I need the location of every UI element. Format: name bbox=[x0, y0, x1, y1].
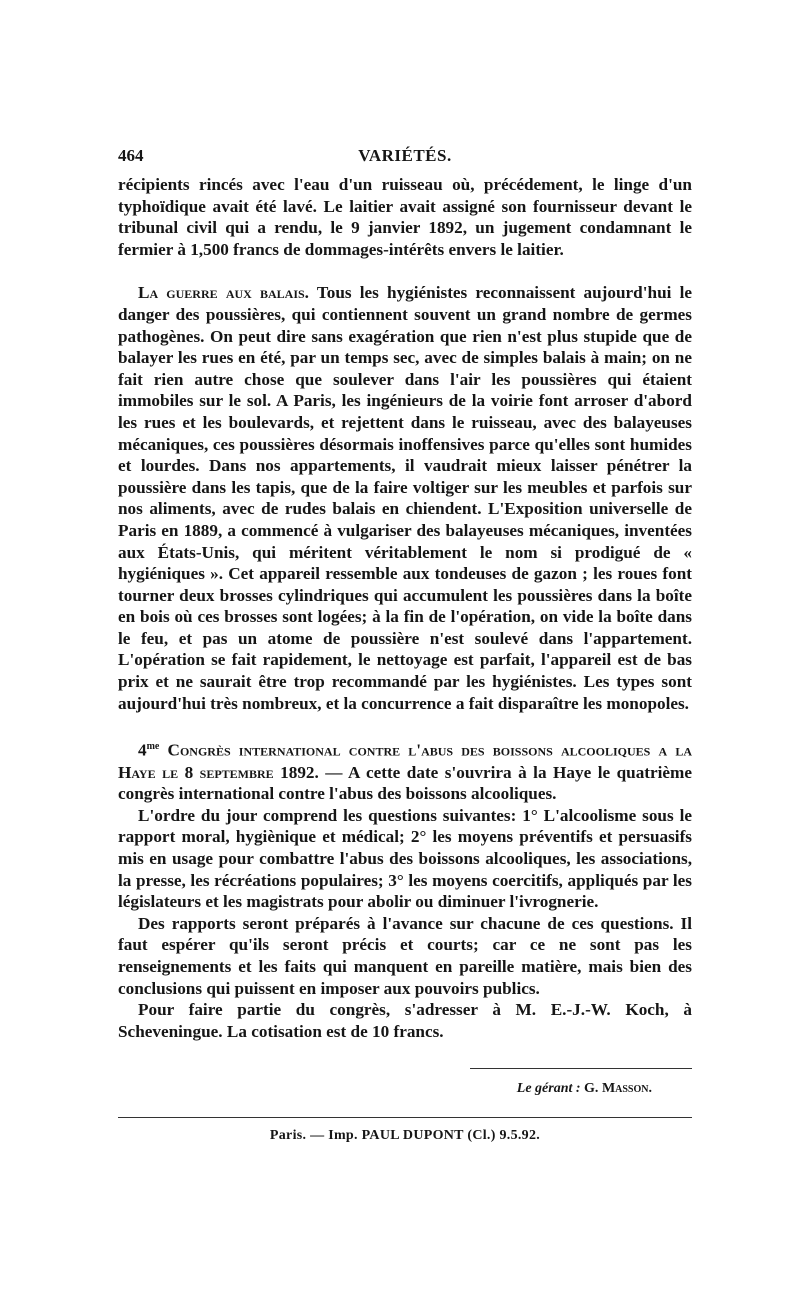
paragraph-text: Tous les hygiénistes reconnaissent aujourd'hui le danger des poussières, qui contiennent souvent un grand nombre de germes pathogènes. On peut dire sans exagération que rien n'est plus stupide que de balayer les rues en été, par un temps sec, avec de simples balais à main; on ne fait rien autre chose que soulever dans l'air les poussières qui étaient immobiles sur le sol. A Paris, les ingénieurs de la voirie font arroser d'abord les rues et les boulevards, et rejettent dans le ruisseau, avec des balayeuses mécaniques, ces poussières désormais inoffensives parce qu'elles sont humides et lourdes. Dans nos appartements, il vaudrait mieux laisser pénétrer la poussière dans les tapis, que de la faire voltiger sur les meubles et parfois sur nos aliments, avec de rudes balais en chiendent. L'Exposition universelle de Paris en 1889, a commencé à vulgariser des balayeuses mécaniques, inventées aux États-Unis, qui méritent véritablement le nom si prodigué de « hygiéniques ». Cet appareil ressemble aux tondeuses de gazon ; les roues font tourner deux brosses cylindriques qui accumulent les poussières dans la boîte en bois où ces brosses sont logées; à la fin de l'opération, on vide la boîte dans le feu, et pas un atome de poussière n'est soulevé dans l'appartement. L'opération se fait rapidement, le nettoyage est parfait, l'appareil est de bas prix et ne saurait être trop recommandé par les hygiénistes. Les types sont aujourd'hui très nombreux, et la concurrence a fait disparaître les monopoles. bbox=[118, 283, 692, 713]
section-heading-congres-number: 4 bbox=[138, 740, 147, 760]
signature-initial: G. bbox=[584, 1081, 599, 1097]
section-heading-congres-superscript: me bbox=[146, 741, 160, 753]
printer-imprint: Paris. — Imp. PAUL DUPONT (Cl.) 9.5.92. bbox=[269, 1128, 541, 1144]
section-heading-balais: La guerre aux balais. bbox=[138, 283, 309, 303]
paragraph-laitier-continuation bbox=[118, 174, 692, 260]
running-head bbox=[118, 140, 692, 174]
journal-page bbox=[118, 140, 692, 1144]
paragraph-text: L'ordre du jour comprend les questions suivantes: 1° L'alcoolisme sous le rapport moral, hygiènique et médical; 2° les moyens préventifs et persuasifs mis en usage pour combattre l'abus des boissons alcooliques, les associations, la presse, les récréations populaires; 3° les moyens coercitifs, appliqués par les législateurs et les magistrats pour abolir ou diminuer l'ivrognerie. bbox=[118, 805, 692, 912]
paragraph-text: — A cette date s'ouvrira à la Haye le quatrième congrès international contre l'abus des boissons alcooliques. bbox=[118, 762, 692, 804]
section-gap bbox=[118, 714, 692, 736]
section-heading-congres: Congrès international contre l'abus des boissons alcooliques a la Haye le 8 septembre 1892. bbox=[118, 740, 692, 782]
paragraph-text: Pour faire partie du congrès, s'adresser à M. E.-J.-W. Koch, à Scheveningue. La cotisation est de 10 francs. bbox=[118, 1000, 692, 1041]
paragraph-congres-announcement bbox=[118, 736, 692, 805]
paragraph-text: Des rapports seront préparés à l'avance sur chacune de ces questions. Il faut espérer qu'ils seront précis et courts; car ce ne sont pas les renseignements et les faits qui manquent en pareille matière, mais bien des conclusions qui puissent en imposer aux pouvoirs publics. bbox=[118, 913, 692, 998]
signature-label: Le gérant : bbox=[516, 1081, 581, 1097]
footer-rule bbox=[118, 1117, 692, 1118]
paragraph-text: récipients rincés avec l'eau d'un ruisseau où, précédement, le linge d'un typhoïdique avait été lavé. Le laitier avait assigné son fournisseur devant le tribunal civil qui a rendu, le 9 janvier 1892, un jugement condamnant le fermier à 1,500 francs de dommages-intérêts envers le laitier. bbox=[118, 175, 692, 259]
running-title: VARIÉTÉS. bbox=[358, 146, 452, 165]
paragraph-ordre-du-jour bbox=[118, 805, 692, 913]
paragraph-guerre-aux-balais bbox=[118, 282, 692, 714]
paragraph-inscription bbox=[118, 999, 692, 1042]
paragraph-rapports bbox=[118, 913, 692, 999]
section-gap bbox=[118, 260, 692, 282]
page-number: 464 bbox=[118, 146, 144, 165]
signature-rule bbox=[470, 1068, 692, 1069]
signature bbox=[118, 1081, 692, 1097]
signature-name: Masson. bbox=[601, 1081, 652, 1097]
